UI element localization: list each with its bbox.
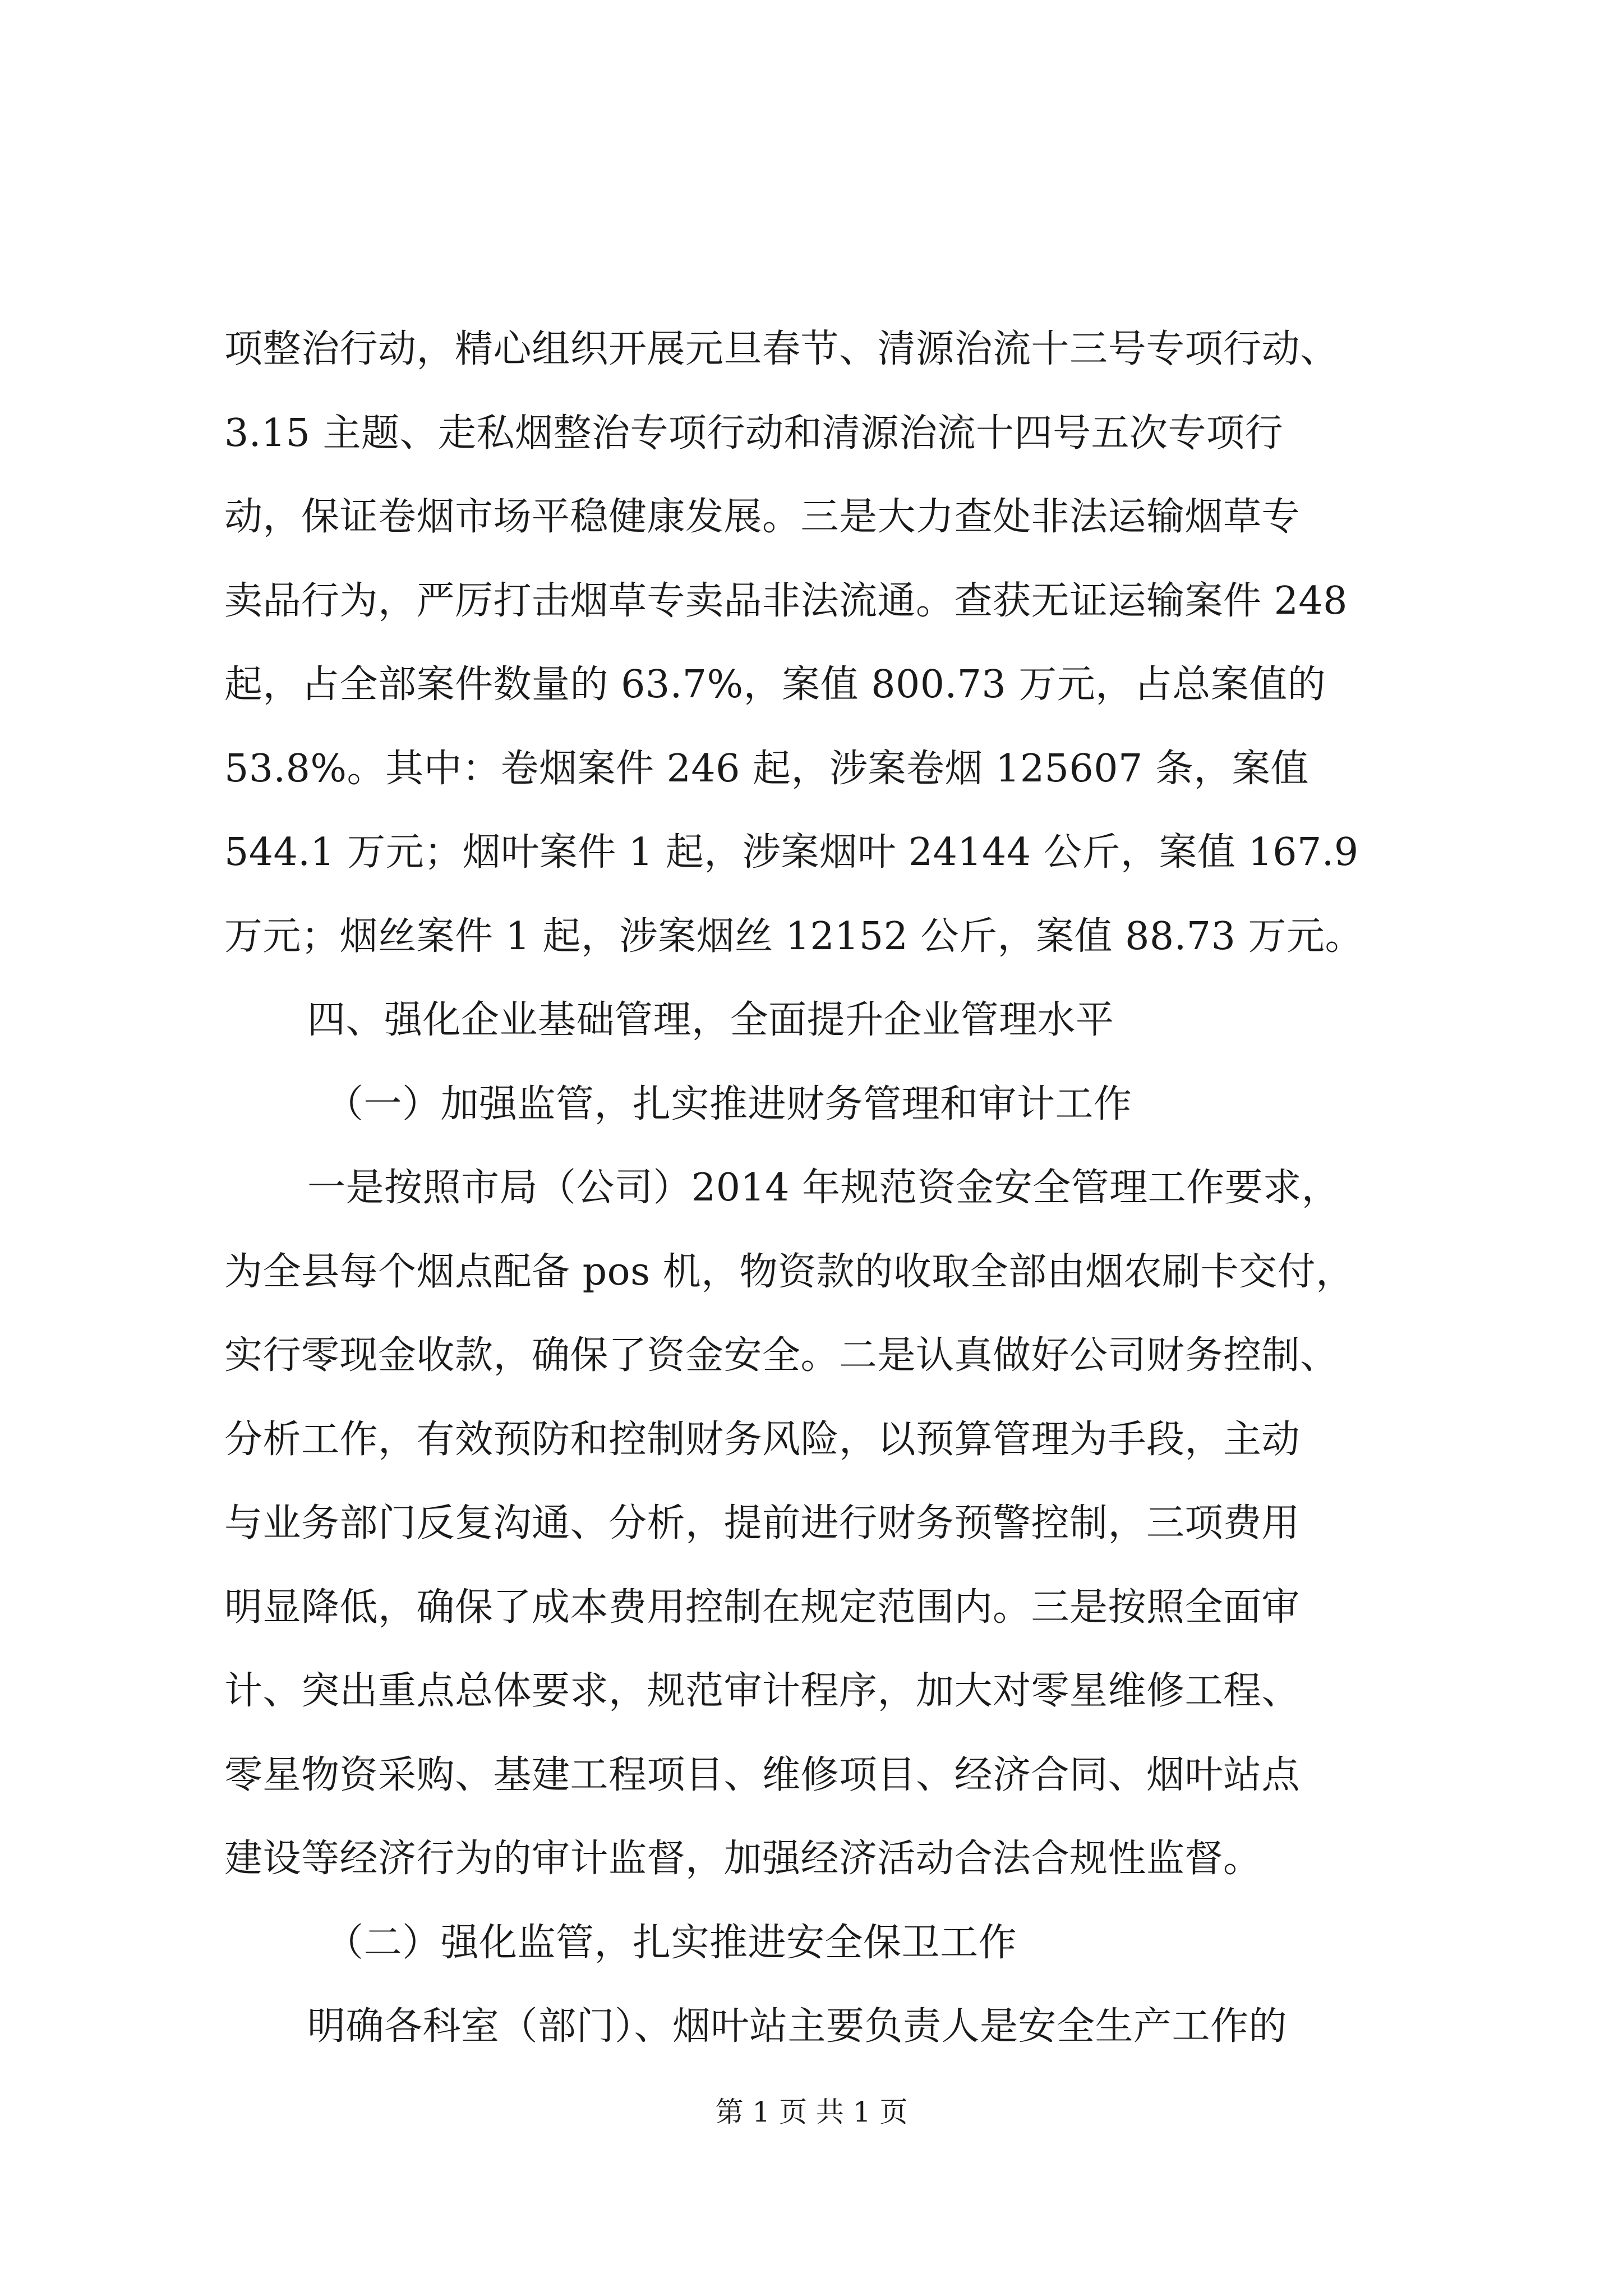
page-number-footer: 第 1 页 共 1 页 bbox=[715, 2096, 908, 2128]
body-text-line: 零星物资采购、基建工程项目、维修项目、经济合同、烟叶站点 bbox=[224, 1752, 1301, 1797]
body-text-line: 起，占全部案件数量的 63.7%，案值 800.73 万元，占总案值的 bbox=[224, 662, 1326, 707]
document-body bbox=[224, 307, 1424, 2069]
subsection-heading: （二）强化监管，扎实推进安全保卫工作 bbox=[325, 1920, 1017, 1965]
body-text-line: 为全县每个烟点配备 pos 机，物资款的收取全部由烟农刷卡交付， bbox=[224, 1249, 1354, 1294]
body-text-line: 卖品行为，严厉打击烟草专卖品非法流通。查获无证运输案件 248 bbox=[224, 578, 1348, 623]
body-text-line: 项整治行动，精心组织开展元旦春节、清源治流十三号专项行动、 bbox=[224, 327, 1339, 371]
body-text-line: 544.1 万元；烟叶案件 1 起，涉案烟叶 24144 公斤，案值 167.9 bbox=[224, 830, 1359, 875]
body-text-line: 分析工作，有效预防和控制财务风险，以预算管理为手段，主动 bbox=[224, 1417, 1301, 1462]
body-text-line: 明确各科室（部门）、烟叶站主要负责人是安全生产工作的 bbox=[307, 2004, 1288, 2049]
body-text-line: 动，保证卷烟市场平稳健康发展。三是大力查处非法运输烟草专 bbox=[224, 495, 1301, 539]
body-text-line: 建设等经济行为的审计监督，加强经济活动合法合规性监督。 bbox=[224, 1837, 1262, 1881]
body-text-line: 3.15 主题、走私烟整治专项行动和清源治流十四号五次专项行 bbox=[224, 411, 1284, 455]
section-heading: 四、强化企业基础管理，全面提升企业管理水平 bbox=[307, 998, 1114, 1042]
body-text-line: 53.8%。其中：卷烟案件 246 起，涉案卷烟 125607 条，案值 bbox=[224, 746, 1309, 791]
body-text-line: 与业务部门反复沟通、分析，提前进行财务预警控制，三项费用 bbox=[224, 1501, 1301, 1545]
body-text-line: 计、突出重点总体要求，规范审计程序，加大对零星维修工程、 bbox=[224, 1669, 1301, 1713]
body-text-line: 万元；烟丝案件 1 起，涉案烟丝 12152 公斤，案值 88.73 万元。 bbox=[224, 914, 1363, 959]
body-text-line: 明显降低，确保了成本费用控制在规定范围内。三是按照全面审 bbox=[224, 1585, 1301, 1630]
subsection-heading: （一）加强监管，扎实推进财务管理和审计工作 bbox=[325, 1082, 1132, 1126]
body-text-line: 实行零现金收款，确保了资金安全。二是认真做好公司财务控制、 bbox=[224, 1333, 1339, 1378]
body-text-line: 一是按照市局（公司）2014 年规范资金安全管理工作要求， bbox=[307, 1166, 1340, 1210]
